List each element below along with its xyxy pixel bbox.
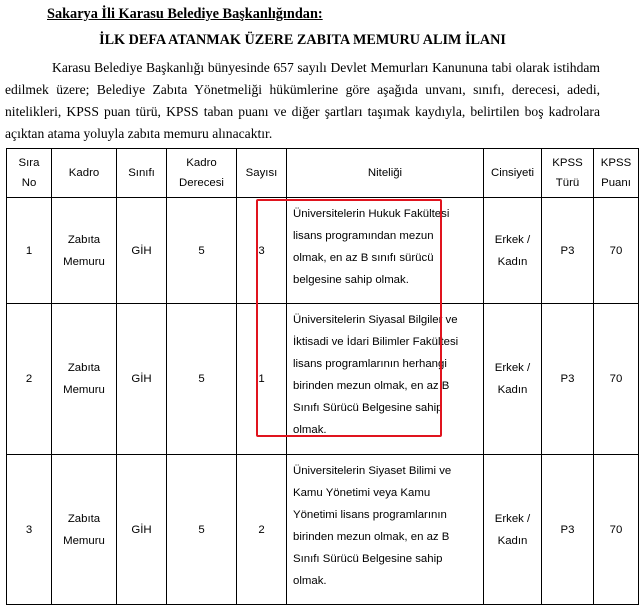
cell-sayisi: 2 (237, 455, 287, 605)
intro-paragraph (5, 57, 600, 145)
cell-kadro: Zabıta Memuru (52, 304, 117, 455)
cell-cinsiyet: Erkek / Kadın (484, 198, 542, 304)
cell-kpss-turu: P3 (542, 304, 594, 455)
table-row (7, 198, 639, 304)
cell-sira: 2 (7, 304, 52, 455)
cell-derece: 5 (167, 455, 237, 605)
cell-cinsiyet: Erkek / Kadın (484, 455, 542, 605)
cell-kadro: Zabıta Memuru (52, 198, 117, 304)
header-kadro: Kadro (52, 149, 117, 198)
header-cinsiyeti: Cinsiyeti (484, 149, 542, 198)
cell-kpss-puani: 70 (594, 455, 639, 605)
header-kpss-turu: KPSS Türü (542, 149, 594, 198)
header-kadro-derecesi: Kadro Derecesi (167, 149, 237, 198)
cell-sinifi: GİH (117, 198, 167, 304)
cell-kpss-puani: 70 (594, 304, 639, 455)
cell-cinsiyet: Erkek / Kadın (484, 304, 542, 455)
cell-sinifi: GİH (117, 455, 167, 605)
header-kpss-puani: KPSS Puanı (594, 149, 639, 198)
cell-derece: 5 (167, 198, 237, 304)
positions-table (6, 148, 639, 605)
cell-sayisi: 1 (237, 304, 287, 455)
cell-kadro: Zabıta Memuru (52, 455, 117, 605)
cell-kpss-turu: P3 (542, 455, 594, 605)
table-row (7, 304, 639, 455)
table-header-row (7, 149, 639, 198)
cell-niteligi: Üniversitelerin Siyasal Bilgiler ve İktisadi ve İdari Bilimler Fakültesi lisans programlarının herhangi birinden mezun olmak, en az B Sınıfı Sürücü Belgesine sahip olmak. (287, 304, 484, 455)
intro-paragraph-text: Karasu Belediye Başkanlığı bünyesinde 657 sayılı Devlet Memurları Kanununa tabi olarak istihdam edilmek üzere; Belediye Zabıta Yönetmeliği hükümlerine göre aşağıda unvanı, sınıfı, derecesi, adedi, nitelikleri, KPSS puan türü, KPSS taban puanı ve diğer şartları taşımak kaydıyla, belirtilen boş kadrolara açıktan atama yoluyla zabıta memuru alınacaktır. (5, 60, 600, 141)
cell-sayisi: 3 (237, 198, 287, 304)
cell-derece: 5 (167, 304, 237, 455)
cell-niteligi: Üniversitelerin Siyaset Bilimi ve Kamu Yönetimi veya Kamu Yönetimi lisans programlarının birinden mezun olmak, en az B Sınıfı Sürücü Belgesine sahip olmak. (287, 455, 484, 605)
header-sayisi: Sayısı (237, 149, 287, 198)
institution-heading: Sakarya İli Karasu Belediye Başkanlığından: (47, 6, 323, 22)
header-niteligi: Niteliği (287, 149, 484, 198)
cell-sira: 3 (7, 455, 52, 605)
announcement-title: İLK DEFA ATANMAK ÜZERE ZABITA MEMURU ALIM İLANI (99, 32, 506, 48)
cell-niteligi: Üniversitelerin Hukuk Fakültesi lisans programından mezun olmak, en az B sınıfı sürücü belgesine sahip olmak. (287, 198, 484, 304)
cell-kpss-puani: 70 (594, 198, 639, 304)
header-sira-no: Sıra No (7, 149, 52, 198)
table-row (7, 455, 639, 605)
header-sinifi: Sınıfı (117, 149, 167, 198)
cell-kpss-turu: P3 (542, 198, 594, 304)
cell-sira: 1 (7, 198, 52, 304)
cell-sinifi: GİH (117, 304, 167, 455)
